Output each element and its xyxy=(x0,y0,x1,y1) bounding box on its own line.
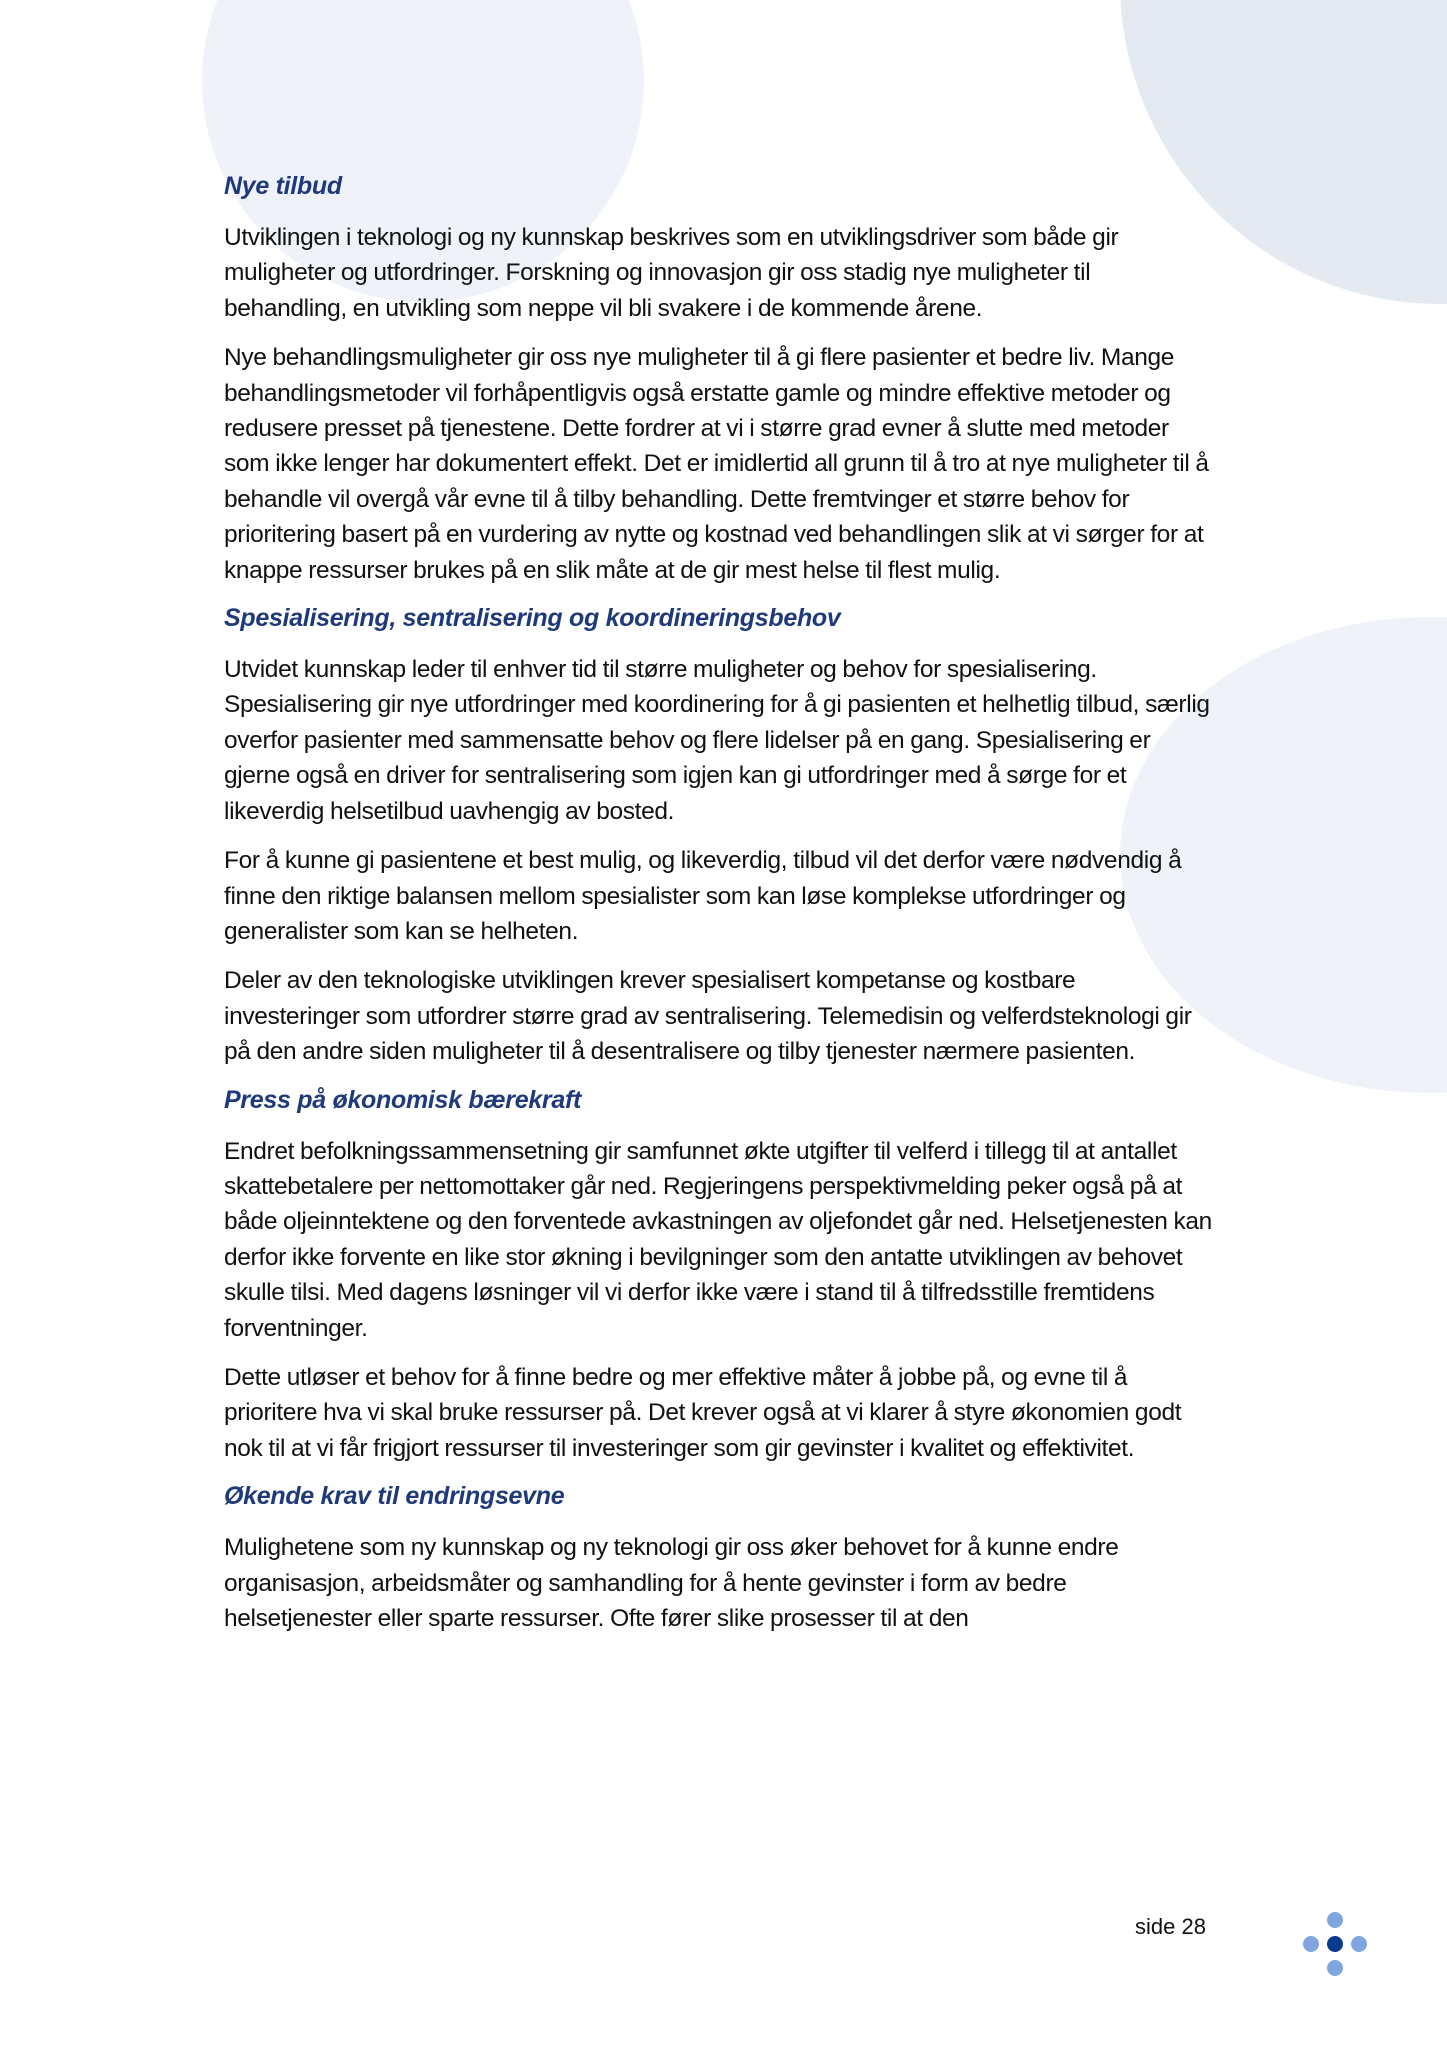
logo-dot-right xyxy=(1351,1936,1367,1952)
page-number: side 28 xyxy=(1135,1914,1206,1939)
section-spesialisering xyxy=(224,602,1214,1069)
paragraph: Endret befolkningssammensetning gir samfunnet økte utgifter til velferd i tillegg til at antallet skattebetalere per nettomottaker går ned. Regjeringens perspektivmelding peker også på at både oljeinntektene og den forventede avkastningen av oljefondet går ned. Helsetjenesten kan derfor ikke forvente en like stor økning i bevilgninger som den antatte utviklingen av behovet skulle tilsi. Med dagens løsninger vil vi derfor ikke være i stand til å tilfredsstille fremtidens forventninger. xyxy=(224,1137,1212,1342)
paragraph: Utvidet kunnskap leder til enhver tid til større muligheter og behov for spesialisering. Spesialisering gir nye utfordringer med koordinering for å gi pasienten et helhetlig tilbud, særlig overfor pasienter med sammensatte behov og flere lidelser på en gang. Spesialisering er gjerne også en driver for sentralisering som igjen kan gi utfordringer med å sørge for et likeverdig helsetilbud uavhengig av bosted. xyxy=(224,656,1210,825)
paragraph: Utviklingen i teknologi og ny kunnskap beskrives som en utviklingsdriver som både gir muligheter og utfordringer. Forskning og innovasjon gir oss stadig nye muligheter til behandling, en utvikling som neppe vil bli svakere i de kommende årene. xyxy=(224,224,1119,322)
section-endringsevne xyxy=(224,1480,1214,1636)
paragraph: For å kunne gi pasientene et best mulig, og likeverdig, tilbud vil det derfor være nødvendig å finne den riktige balansen mellom spesialister som kan løse komplekse utfordringer og generalister som kan se helheten. xyxy=(224,847,1182,945)
paragraph: Nye behandlingsmuligheter gir oss nye muligheter til å gi flere pasienter et bedre liv. Mange behandlingsmetoder vil forhåpentligvis også erstatte gamle og mindre effektive metoder og redusere presset på tjenestene. Dette fordrer at vi i større grad evner å slutte med metoder som ikke lenger har dokumentert effekt. Det er imidlertid all grunn til å tro at nye muligheter til å behandle vil overgå vår evne til å tilby behandling. Dette fremtvinger et større behov for prioritering basert på en vurdering av nytte og kostnad ved behandlingen slik at vi sørger for at knappe ressurser brukes på en slik måte at de gir mest helse til flest mulig. xyxy=(224,344,1209,584)
section-heading: Økende krav til endringsevne xyxy=(224,1482,565,1511)
paragraph: Dette utløser et behov for å finne bedre og mer effektive måter å jobbe på, og evne til å prioritere hva vi skal bruke ressurser på. Det krever også at vi klarer å styre økonomien godt nok til at vi får frigjort ressurser til investeringer som gir gevinster i kvalitet og effektivitet. xyxy=(224,1363,1182,1462)
section-heading: Nye tilbud xyxy=(224,172,342,200)
section-heading: Press på økonomisk bærekraft xyxy=(224,1085,582,1114)
section-okonomisk-baerekraft xyxy=(224,1084,1214,1467)
logo-dot-bottom xyxy=(1327,1960,1343,1976)
document-body xyxy=(224,170,1214,1650)
paragraph: Deler av den teknologiske utviklingen krever spesialisert kompetanse og kostbare investeringer som utfordrer større grad av sentralisering. Telemedisin og velferdsteknologi gir på den andre siden muligheter til å desentralisere og tilby tjenester nærmere pasienten. xyxy=(224,967,1192,1066)
paragraph: Mulighetene som ny kunnskap og ny teknologi gir oss øker behovet for å kunne endre organisasjon, arbeidsmåter og samhandling for å hente gevinster i form av bedre helsetjenester eller sparte ressurser. Ofte fører slike prosesser til at den xyxy=(224,1534,1119,1632)
section-heading: Spesialisering, sentralisering og koordineringsbehov xyxy=(224,604,841,633)
logo-dot-top xyxy=(1327,1912,1343,1928)
logo-dot-left xyxy=(1303,1936,1319,1952)
section-nye-tilbud xyxy=(224,170,1214,588)
four-dots-cross-logo-icon xyxy=(1300,1912,1370,1982)
logo-dot-center xyxy=(1327,1936,1343,1952)
